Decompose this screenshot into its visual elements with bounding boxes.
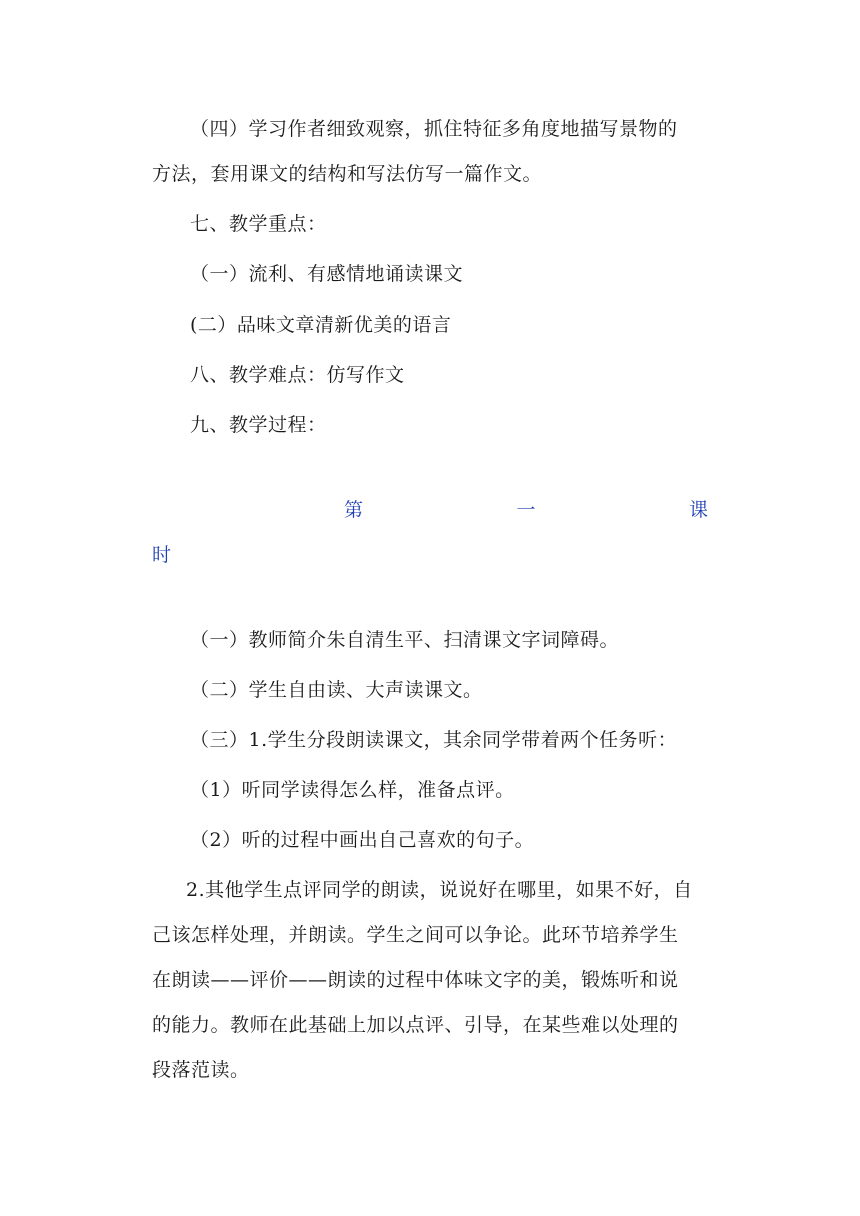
paragraph-two-line-2: 己该怎样处理，并朗读。学生之间可以争论。此环节培养学生 — [152, 924, 679, 946]
step-one: （一）教师简介朱自清生平、扫清课文字词障碍。 — [190, 629, 620, 651]
step-two: （二）学生自由读、大声读课文。 — [190, 679, 483, 701]
key-point-two: (二）品味文章清新优美的语言 — [190, 314, 452, 336]
section-eight-title: 八、教学难点：仿写作文 — [190, 364, 405, 386]
paragraph-two-line-5: 段落范读。 — [152, 1059, 250, 1081]
step-three: （三）1.学生分段朗读课文，其余同学带着两个任务听： — [190, 729, 678, 751]
lesson-heading-char-2: 一 — [516, 499, 536, 521]
paragraph-two-line-1: 2.其他学生点评同学的朗读，说说好在哪里，如果不好，自 — [186, 879, 693, 901]
paragraph-two-line-4: 的能力。教师在此基础上加以点评、引导，在某些难以处理的 — [152, 1014, 679, 1036]
lesson-heading-wrap: 时 — [152, 544, 172, 566]
section-seven-title: 七、教学重点： — [190, 213, 327, 235]
section-nine-title: 九、教学过程： — [190, 414, 327, 436]
lesson-heading-char-3: 课 — [688, 499, 708, 521]
lesson-heading — [152, 497, 708, 523]
task-one: （1）听同学读得怎么样，准备点评。 — [190, 779, 515, 801]
objective-four-line-1: （四）学习作者细致观察，抓住特征多角度地描写景物的 — [190, 118, 678, 140]
lesson-heading-char-1: 第 — [344, 499, 364, 521]
key-point-one: （一）流利、有感情地诵读课文 — [190, 263, 464, 285]
objective-four-line-2: 方法，套用课文的结构和写法仿写一篇作文。 — [152, 163, 543, 185]
paragraph-two-line-3: 在朗读——评价——朗读的过程中体味文字的美，锻炼听和说 — [152, 969, 679, 991]
task-two: （2）听的过程中画出自己喜欢的句子。 — [190, 829, 535, 851]
